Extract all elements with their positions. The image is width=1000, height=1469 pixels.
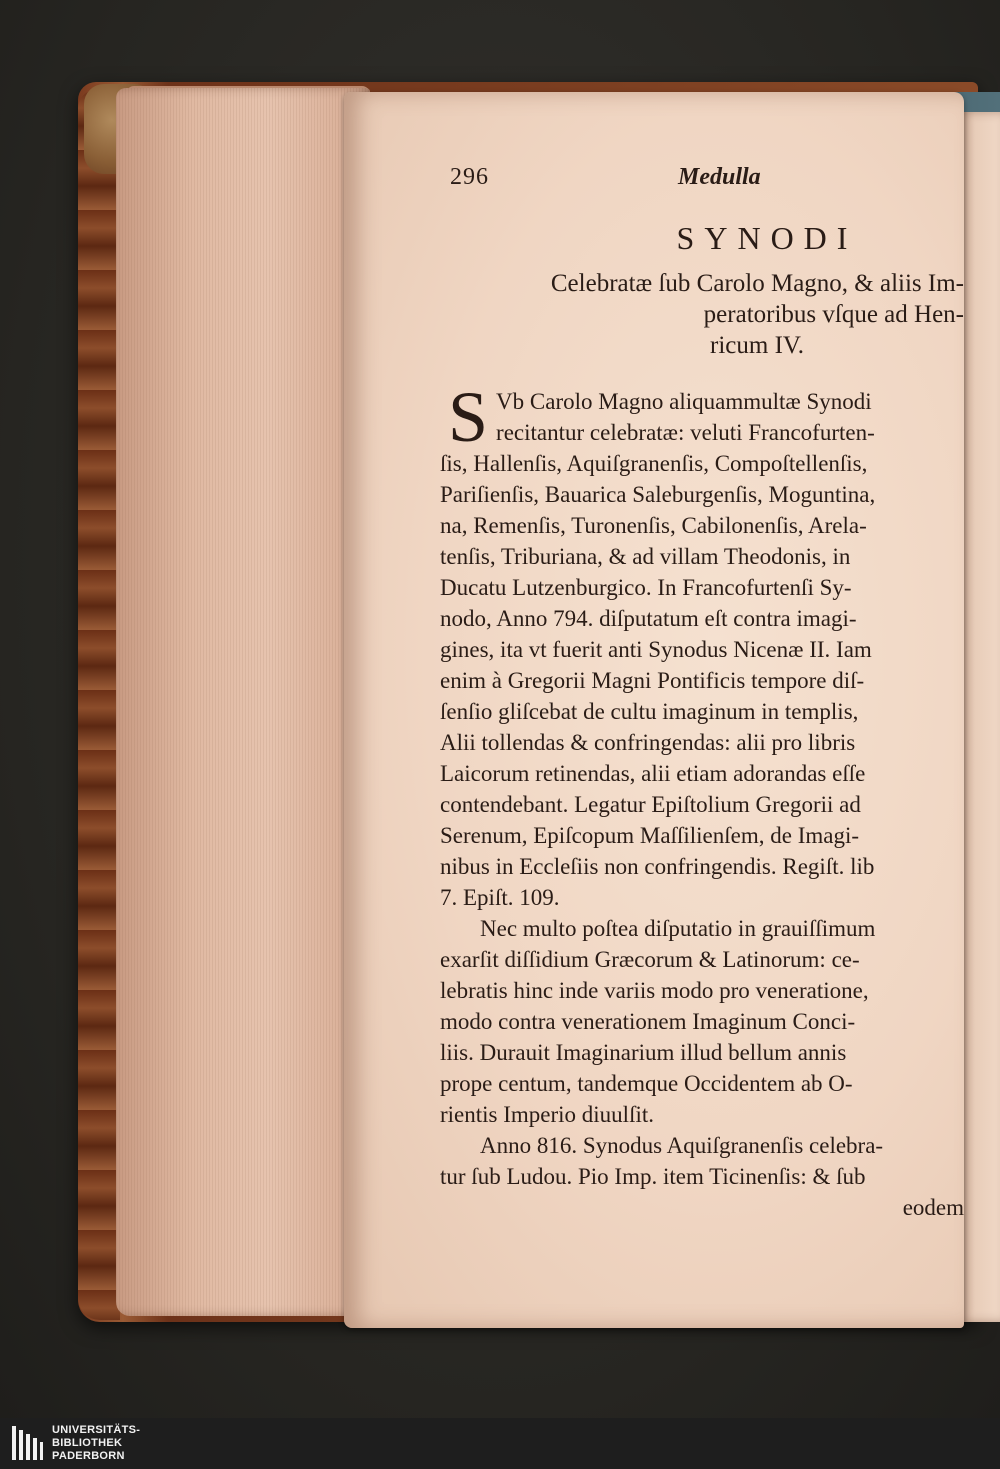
text-line: Anno 816. Synodus Aquiſgranenſis celebra- xyxy=(480,1133,884,1158)
catchword: eodem xyxy=(902,1195,964,1220)
paragraph-3 xyxy=(440,1130,964,1192)
book-spine xyxy=(78,90,120,1320)
text-line: modo contra venerationem Imaginum Conci- xyxy=(440,1009,856,1034)
library-name-line: PADERBORN xyxy=(52,1450,125,1462)
text-line: prope centum, tandemque Occidentem ab O- xyxy=(440,1071,853,1096)
text-line: rientis Imperio diuulſit. xyxy=(440,1102,654,1127)
text-line: enim à Gregorii Magni Pontificis tempore diſ- xyxy=(440,668,865,693)
drop-cap-block xyxy=(440,377,964,457)
page-number: 296 xyxy=(450,164,489,190)
text-line: Pariſienſis, Bauarica Saleburgenſis, Moguntina, xyxy=(440,482,876,507)
text-line: Laicorum retinendas, alii etiam adorandas eſſe xyxy=(440,761,866,786)
text-line: Vb Carolo Magno aliquammultæ Synodi xyxy=(496,389,872,414)
opposite-page-edge xyxy=(958,112,1000,1322)
text-line: tenſis, Triburiana, & ad villam Theodonis, in xyxy=(440,544,851,569)
text-line: Ducatu Lutzenburgico. In Francofurtenſi Sy- xyxy=(440,575,852,600)
text-line: nibus in Eccleſiis non confringendis. Regiſt. lib xyxy=(440,854,875,879)
text-line: lebratis hinc inde variis modo pro veneratione, xyxy=(440,978,869,1003)
library-logo-icon xyxy=(10,1424,44,1462)
text-line: ſis, Hallenſis, Aquiſgranenſis, Compoſtellenſis, xyxy=(440,451,868,476)
running-head xyxy=(440,164,964,204)
text-line: Alii tollendas & confringendas: alii pro libris xyxy=(440,730,856,755)
body-text xyxy=(440,377,964,1223)
section-subtitle xyxy=(470,268,964,361)
library-name xyxy=(52,1424,140,1463)
subtitle-line: peratoribus vſque ad Hen- xyxy=(703,301,964,328)
paragraph-2 xyxy=(440,913,964,1130)
text-line: contendebant. Legatur Epiſtolium Gregorii ad xyxy=(440,792,861,817)
library-name-line: UNIVERSITÄTS- xyxy=(52,1424,141,1436)
text-line: gines, ita vt fuerit anti Synodus Nicenæ II. Iam xyxy=(440,637,872,662)
text-line: liis. Durauit Imaginarium illud bellum annis xyxy=(440,1040,847,1065)
paragraph-1 xyxy=(440,377,964,913)
library-footer xyxy=(0,1418,1000,1469)
text-line: Nec multo poſtea diſputatio in grauiſſimum xyxy=(480,916,876,941)
text-line: ſenſio gliſcebat de cultu imaginum in templis, xyxy=(440,699,859,724)
section-title: SYNODI xyxy=(676,220,858,256)
text-line: Serenum, Epiſcopum Maſſilienſem, de Imagi- xyxy=(440,823,860,848)
text-line: recitantur celebratæ: veluti Francofurten- xyxy=(496,420,875,445)
running-head-title: Medulla xyxy=(678,164,761,190)
subtitle-line: ricum IV. xyxy=(710,332,804,359)
library-name-line: BIBLIOTHEK xyxy=(52,1437,123,1449)
text-line: nodo, Anno 794. diſputatum eſt contra imagi- xyxy=(440,606,857,631)
page-block-edges xyxy=(116,88,370,1316)
text-line: exarſit diſſidium Græcorum & Latinorum: ce- xyxy=(440,947,860,972)
text-line: tur ſub Ludou. Pio Imp. item Ticinenſis: & ſub xyxy=(440,1164,866,1189)
text-line: 7. Epiſt. 109. xyxy=(440,885,560,910)
drop-cap: S xyxy=(448,377,489,457)
subtitle-line: Celebratæ ſub Carolo Magno, & aliis Im- xyxy=(550,270,964,297)
text-line: na, Remenſis, Turonenſis, Cabilonenſis, Arela- xyxy=(440,513,867,538)
